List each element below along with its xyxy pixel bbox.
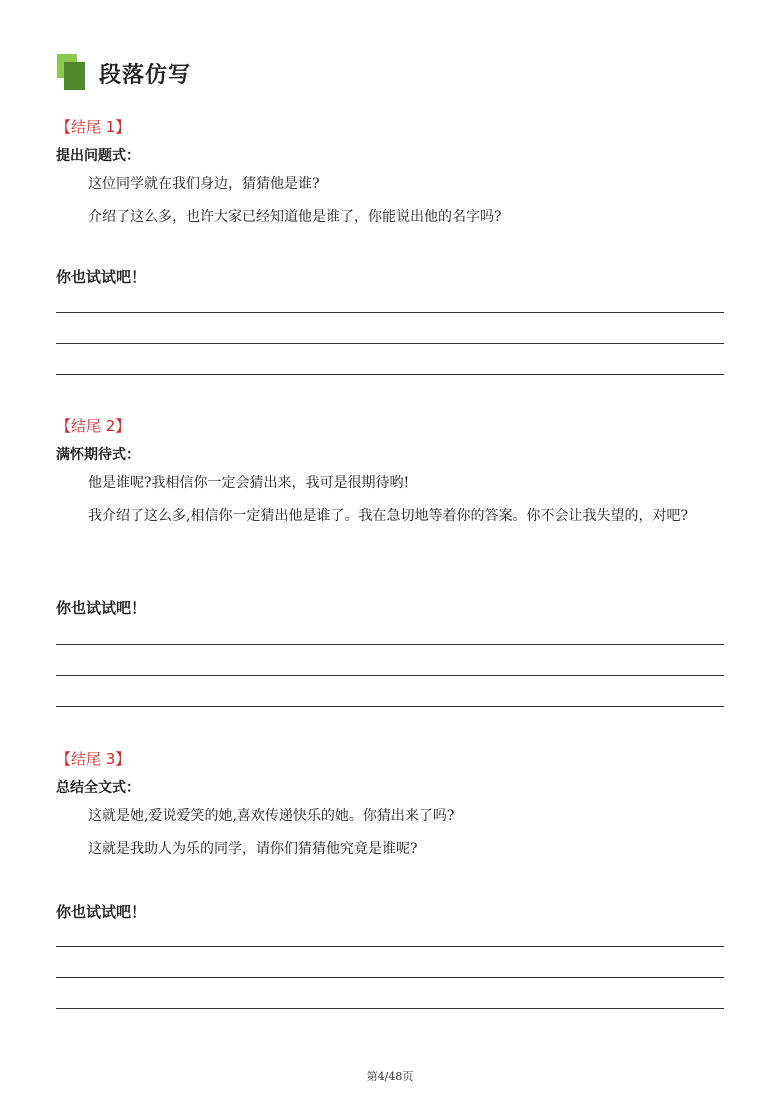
example-paragraph: 这就是我助人为乐的同学，请你们猜猜他究竟是谁呢?	[88, 841, 418, 857]
section-ending-3	[56, 748, 724, 1013]
writing-line[interactable]	[56, 1008, 724, 1009]
section-tag: 【结尾 3】	[56, 750, 131, 768]
style-name: 总结全文式：	[56, 780, 140, 796]
try-it-label: 你也试试吧！	[56, 599, 147, 617]
section-tag: 【结尾 2】	[56, 417, 131, 435]
style-name: 提出问题式：	[56, 148, 140, 164]
section-tag: 【结尾 1】	[56, 118, 131, 136]
example-paragraph: 我介绍了这么多,相信你一定猜出他是谁了。我在急切地等着你的答案。你不会让我失望的，对吧?	[88, 508, 688, 524]
example-paragraph: 介绍了这么多，也许大家已经知道他是谁了，你能说出他的名字吗?	[88, 209, 502, 225]
writing-line[interactable]	[56, 343, 724, 344]
writing-line[interactable]	[56, 706, 724, 707]
style-name: 满怀期待式：	[56, 447, 140, 463]
try-it-label: 你也试试吧！	[56, 903, 147, 921]
page-title: 段落仿写	[99, 62, 192, 88]
writing-line[interactable]	[56, 977, 724, 978]
example-paragraph: 这就是她,爱说爱笑的她,喜欢传递快乐的她。你猜出来了吗?	[88, 808, 455, 824]
writing-line[interactable]	[56, 374, 724, 375]
green-squares-icon	[57, 54, 87, 92]
writing-line[interactable]	[56, 675, 724, 676]
page-number: 第4/48页	[366, 1070, 414, 1083]
writing-line[interactable]	[56, 644, 724, 645]
try-it-label: 你也试试吧！	[56, 268, 147, 286]
example-paragraph: 他是谁呢?我相信你一定会猜出来，我可是很期待哟!	[88, 475, 410, 491]
writing-line[interactable]	[56, 312, 724, 313]
page-header	[57, 53, 191, 93]
section-ending-1	[56, 116, 724, 381]
writing-line[interactable]	[56, 946, 724, 947]
example-paragraph: 这位同学就在我们身边，猜猜他是谁?	[88, 176, 320, 192]
section-ending-2	[56, 415, 724, 715]
